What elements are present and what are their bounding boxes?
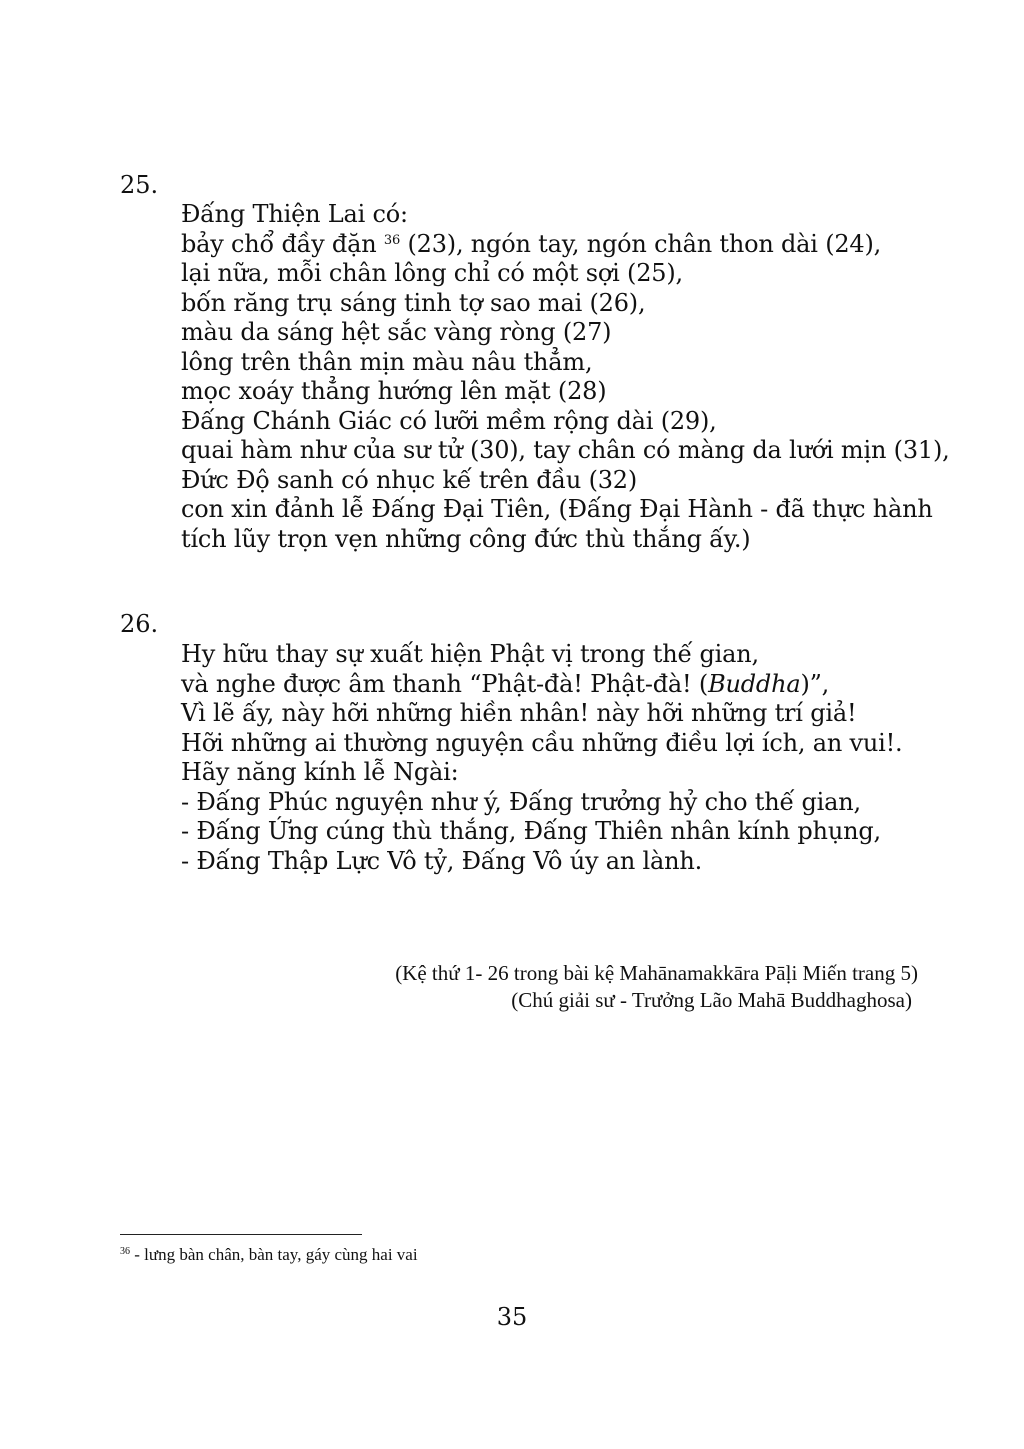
verse-line: - Đấng Ứng cúng thù thắng, Đấng Thiên nhân kính phụng, bbox=[181, 817, 881, 845]
verse-body bbox=[181, 640, 951, 876]
verse-line: Vì lẽ ấy, này hỡi những hiền nhân! này hỡi những trí giả! bbox=[181, 699, 857, 727]
verse-line: Hy hữu thay sự xuất hiện Phật vị trong thế gian, bbox=[181, 640, 759, 668]
source-line: (Kệ thứ 1- 26 trong bài kệ Mahānamakkāra Pāḷi Miến trang 5) bbox=[395, 961, 918, 985]
verse-line: và nghe được âm thanh “Phật-đà! Phật-đà! (Buddha)”, bbox=[181, 669, 830, 698]
footnote-divider bbox=[120, 1234, 362, 1235]
verse-line: Đấng Thiện Lai có: bbox=[181, 200, 408, 228]
page-number: 35 bbox=[496, 1303, 528, 1331]
verse-number: 25. bbox=[120, 171, 159, 199]
verse-number: 26. bbox=[120, 610, 159, 638]
verse-line: bốn răng trụ sáng tinh tợ sao mai (26), bbox=[181, 288, 646, 317]
verse-line: mọc xoáy thẳng hướng lên mặt (28) bbox=[181, 377, 607, 405]
source-citation bbox=[395, 960, 918, 1014]
verse-line: con xin đảnh lễ Đấng Đại Tiên, (Đấng Đại Hành - đã thực hành bbox=[181, 495, 933, 523]
verse-line: lại nữa, mỗi chân lông chỉ có một sợi (25), bbox=[181, 259, 683, 287]
footnote-reference[interactable]: 36 bbox=[383, 232, 401, 248]
source-line: (Chú giải sư - Trưởng Lão Mahā Buddhaghosa) bbox=[511, 988, 912, 1012]
verse-line: Hãy năng kính lễ Ngài: bbox=[181, 758, 459, 786]
verse-line: bảy chổ đầy đặn $^{36}$ (23), ngón tay, ngón chân thon dài (24), bbox=[181, 229, 882, 258]
verse-body bbox=[181, 200, 951, 554]
verse-line: quai hàm như của sư tử (30), tay chân có màng da lưới mịn (31), bbox=[181, 436, 950, 464]
verse-line: tích lũy trọn vẹn những công đức thù thắng ấy.) bbox=[181, 524, 751, 553]
verse-line: - Đấng Thập Lực Vô tỷ, Đấng Vô úy an lành. bbox=[181, 846, 703, 875]
verse-line: lông trên thân mịn màu nâu thẳm, bbox=[181, 347, 593, 376]
verse-line: Đức Độ sanh có nhục kế trên đầu (32) bbox=[181, 465, 638, 494]
verse-line: Hỡi những ai thường nguyện cầu những điều lợi ích, an vui!. bbox=[181, 728, 903, 757]
verse-line: Đấng Chánh Giác có lưỡi mềm rộng dài (29), bbox=[181, 406, 717, 435]
verse-line: màu da sáng hệt sắc vàng ròng (27) bbox=[181, 318, 612, 346]
verse-line: - Đấng Phúc nguyện như ý, Đấng trưởng hỷ cho thế gian, bbox=[181, 787, 861, 816]
footnote-number: 36 bbox=[120, 1246, 130, 1257]
footnote bbox=[120, 1244, 418, 1266]
footnote-text: - lưng bàn chân, bàn tay, gáy cùng hai vai bbox=[130, 1245, 418, 1264]
italic-term: Buddha bbox=[708, 669, 801, 698]
